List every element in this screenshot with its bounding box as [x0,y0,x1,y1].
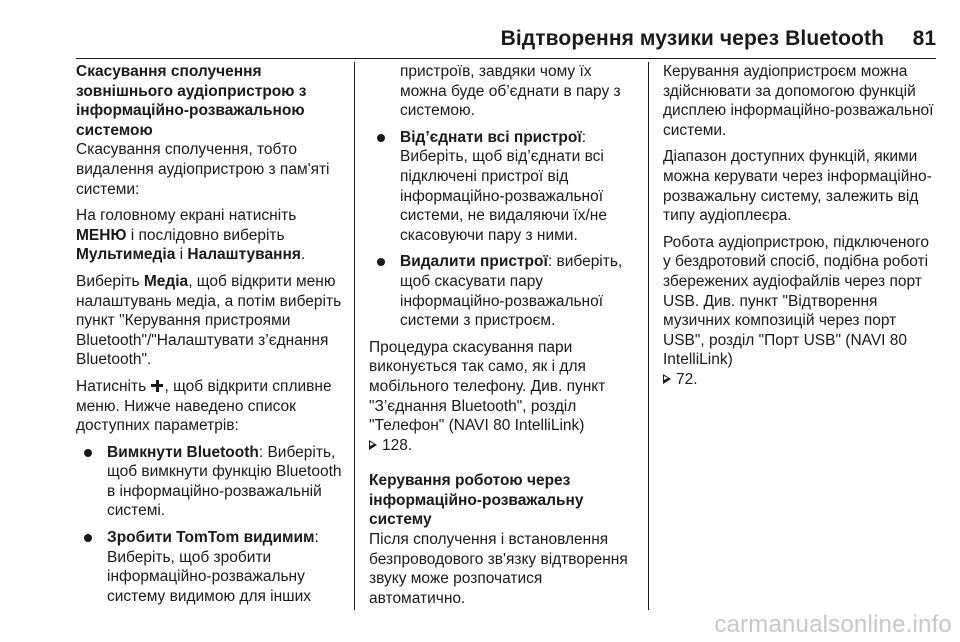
text: Процедура скасування пари виконується так само, як і для мобільного телефону. Див. пункт "З’єднання Bluetooth", розділ "Телефон" (NAVI 80 IntelliLink) [369,338,606,435]
settings-label: Налаштування [187,246,301,264]
option-text: : Виберіть, щоб від’єднати всі підключені пристрої від інформаційно-розважальної системи, не видаляючи їх/не скасовуючи пару з ними. [400,128,607,244]
list-item-disable-bluetooth [76,443,346,521]
section-heading-unpair: Скасування сполучення зовнішнього аудіопристрою з інформаційно-розважальною системою [76,63,307,139]
option-label: Вимкнути Bluetooth [107,443,259,461]
list-item-disconnect-all [369,128,639,246]
header-rule [76,58,936,59]
options-list-cont [369,128,639,331]
reference-arrow-icon [663,373,673,385]
text: , щоб відкрити меню налаштувань медіа, а потім виберіть пункт "Керування пристроями Bluetooth"/"Налаштувати з’єднання Bluetooth". [76,272,342,369]
column-divider-2 [648,62,649,610]
multimedia-label: Мультимедіа [76,246,176,264]
option-label: Зробити TomTom видимим [107,529,315,547]
paragraph-media-steps [76,272,346,370]
paragraph-display-control: Керування аудіопристроєм можна здійснювати за допомогою функцій дисплею інформаційно-розважальної системи. [663,63,934,139]
menu-label: МЕНЮ [76,226,127,244]
options-list [76,443,346,607]
header-title: Відтворення музики через Bluetooth [500,27,884,50]
bullet-icon [377,258,385,266]
text: Робота аудіопристрою, підключеного у бездротовий спосіб, подібна роботі збережених аудіофайлів через порт USB. Див. пункт "Відтворення музичних композицій через порт USB", розділ "Порт USB" (NAVI 80 IntelliLink) [663,233,930,369]
text: , щоб відкрити спливне меню. Нижче наведено список доступних параметрів: [76,377,332,435]
text: . [300,246,306,264]
page-reference: 72. [676,370,698,388]
page-reference: 128. [382,436,413,454]
column-3 [663,62,935,397]
list-item-remove-devices [369,252,639,330]
media-label: Медіа [143,272,189,290]
watermark: carmanualsonline.info [714,611,952,638]
option-text: : Виберіть, щоб зробити інформаційно-розважальну систему видимою для інших [107,529,319,605]
paragraph-function-range: Діапазон доступних функцій, якими можна керувати через інформаційно-розважальну систему, залежить від типу аудіоплеєра. [663,148,932,225]
list-item-continuation: пристроїв, завдяки чому їх можна буде об’єднати в пару з системою. [400,63,621,120]
page-number: 81 [912,27,936,50]
text: і послідовно виберіть [126,226,285,244]
option-label: Від’єднати всі пристрої [400,128,582,146]
text: Натисніть [76,377,151,395]
page-header [76,22,936,58]
option-label: Видалити пристрої [400,253,548,271]
list-item-make-visible [76,528,346,606]
column-2 [369,62,639,615]
bullet-icon [377,134,385,142]
text: і [175,246,188,264]
reference-arrow-icon [369,439,379,451]
paragraph-unpair-procedure [369,338,639,456]
paragraph-wireless-usb [663,233,935,390]
paragraph-menu-steps [76,206,346,265]
bullet-icon [84,449,92,457]
bullet-icon [84,534,92,542]
option-text: : Виберіть, щоб вимкнути функцію Bluetooth в інформаційно-розважальній системі. [107,443,342,520]
paragraph-unpair-intro: Скасування сполучення, тобто видалення аудіопристрою з пам'яті системи: [76,141,330,198]
option-text: : виберіть, щоб скасувати пару інформаційно-розважальної системи з пристроєм. [400,253,623,330]
text: На головному екрані натисніть [76,207,297,225]
paragraph-auto-playback: Після сполучення і встановлення безпроводового зв'язку відтворення звуку може розпочатися автоматично. [369,531,628,607]
paragraph-popup-menu [76,377,346,436]
column-1 [76,62,346,613]
column-divider-1 [354,62,355,610]
text: Виберіть [76,272,144,290]
section-heading-control: Керування роботою через інформаційно-розважальну систему [369,472,584,529]
plus-icon [151,380,163,392]
